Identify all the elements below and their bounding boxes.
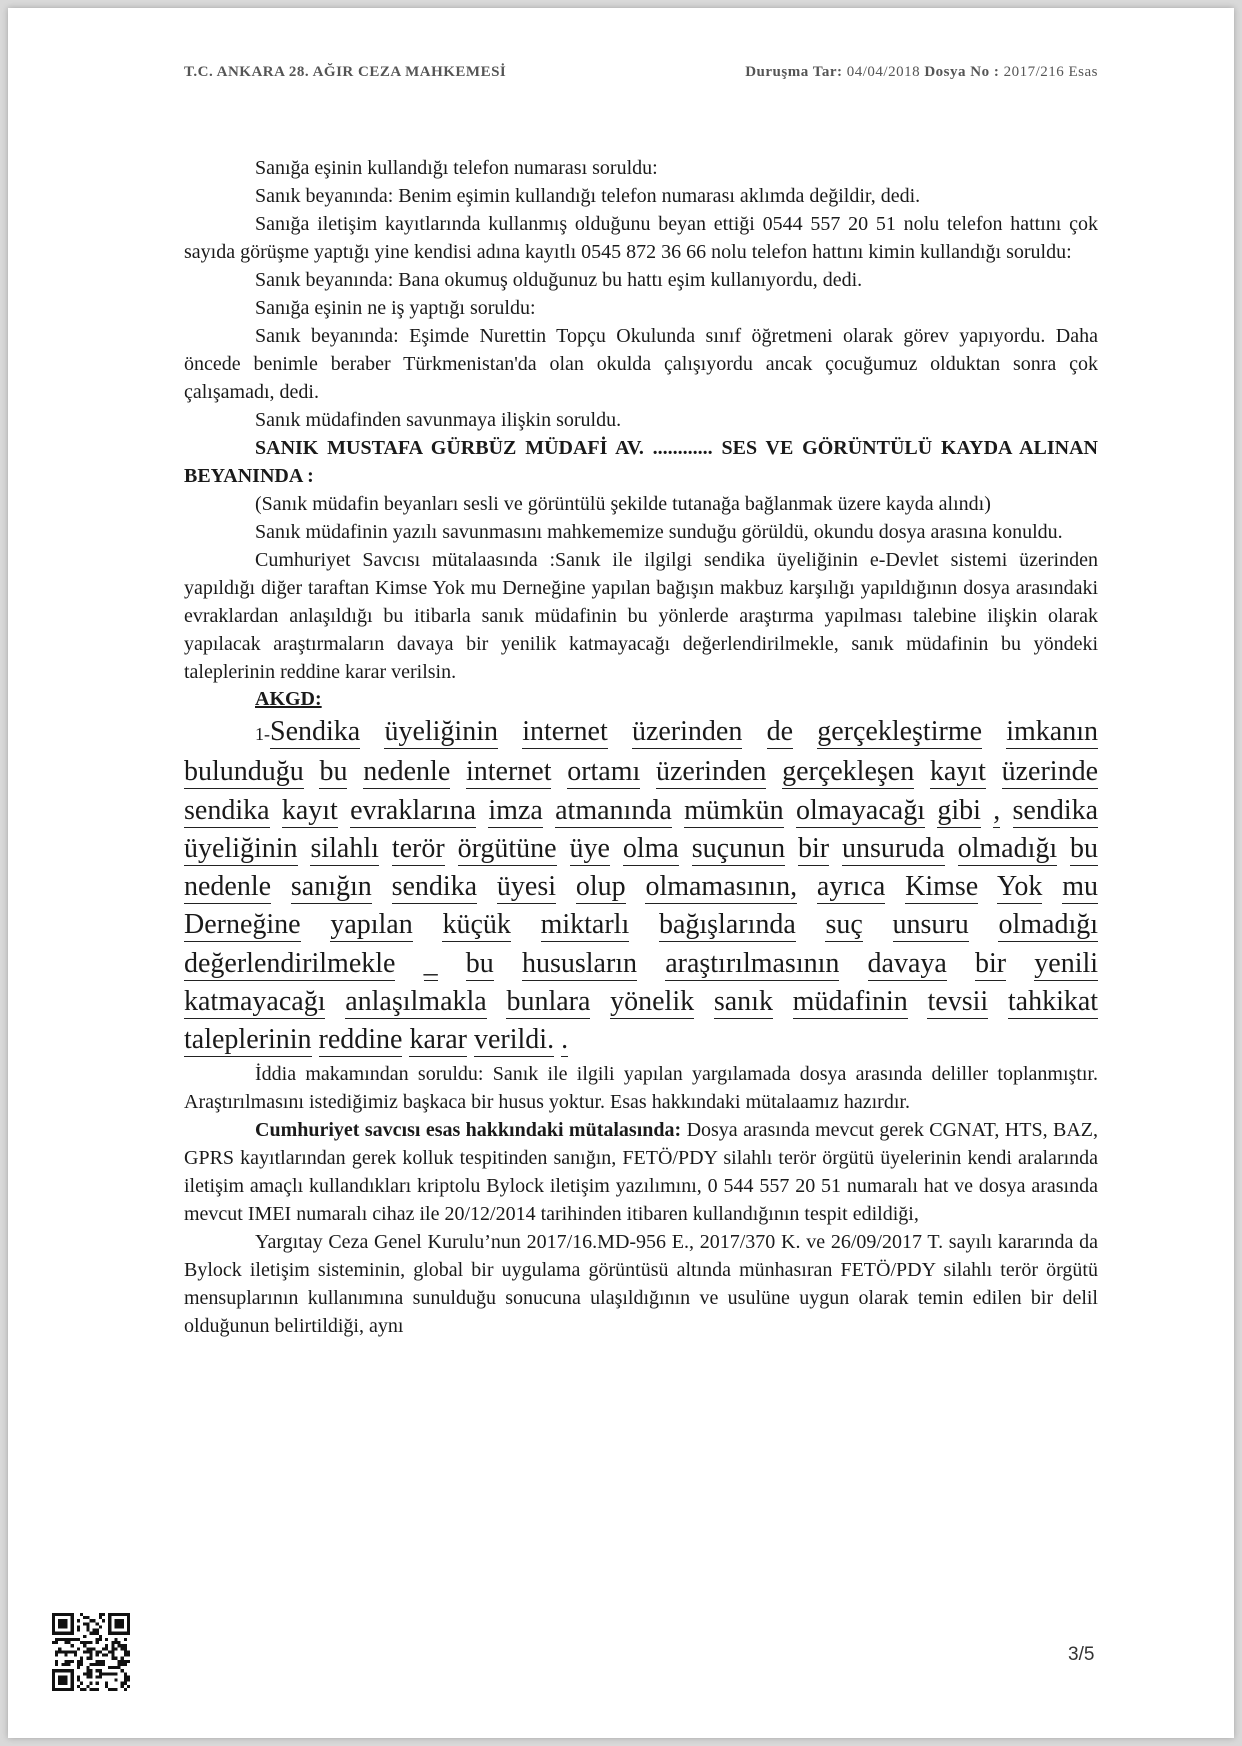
decision-word: Kimse (905, 871, 979, 903)
decision-word: Sendika (270, 716, 361, 747)
decision-word: sendika (184, 794, 270, 826)
page-header (178, 64, 1098, 92)
file-number-label: Dosya No : (924, 64, 1000, 80)
decision-word: mu (1062, 871, 1099, 903)
decision-word: üzerinden (631, 716, 743, 747)
decision-word: değerlendirilmekle (184, 947, 396, 979)
akgd-heading: AKGD: (255, 688, 322, 710)
decision-word: müdafinin (792, 986, 908, 1018)
paragraph: Sanık müdafinden savunmaya ilişkin soruldu. (255, 409, 622, 431)
decision-word: olmadığı (998, 909, 1098, 941)
paragraph: Sanığa eşinin kullandığı telefon numarası soruldu: (255, 157, 658, 179)
decision-word: evraklarına (350, 794, 477, 826)
decision-word: gerçekleştirme (817, 716, 983, 747)
prosecutor-opinion (184, 1116, 1098, 1228)
decision-word: örgütüne (457, 832, 557, 864)
decision-word: verildi. (474, 1024, 555, 1056)
decision-word: bunlara (506, 986, 591, 1018)
decision-number: 1- (255, 724, 270, 744)
akgd-decision (184, 713, 1098, 1060)
decision-word: de (766, 716, 793, 747)
decision-word: Derneğine (184, 909, 301, 941)
decision-word: miktarlı (540, 909, 630, 941)
decision-word: kayıt (281, 794, 338, 826)
decision-word: bir (975, 947, 1007, 979)
decision-word: tahkikat (1007, 986, 1099, 1018)
hearing-date: 04/04/2018 (846, 64, 921, 80)
decision-word: karar (409, 1024, 467, 1056)
decision-word: hususların (521, 947, 638, 979)
paragraph: Sanığa iletişim kayıtlarında kullanmış olduğunu beyan ettiği 0544 557 20 51 nolu telefon hattını çok sayıda görüşme yaptığı yine kendisi adına kayıtlı 0545 872 36 66 nolu telefon hattını kimin kullandığı soruldu: (184, 213, 1098, 263)
decision-word: olmadığı (957, 832, 1058, 864)
decision-word: sendika (391, 871, 478, 903)
decision-word: bağışlarında (658, 909, 796, 941)
decision-word: terör (391, 832, 445, 864)
decision-word: olup (575, 871, 626, 903)
decision-word: unsuru (892, 909, 969, 941)
hearing-info (745, 64, 1098, 81)
decision-word: taleplerinin (184, 1024, 312, 1056)
decision-word: bu (319, 756, 348, 788)
decision-word: üyeliğinin (184, 832, 298, 864)
document-body (184, 154, 1098, 1340)
decision-word: olmayacağı (795, 794, 925, 826)
decision-word: anlaşılmakla (345, 986, 487, 1018)
file-number: 2017/216 Esas (1003, 64, 1098, 80)
decision-word: imkanın (1006, 716, 1099, 747)
decision-word: davaya (867, 947, 947, 979)
decision-word: imza (488, 794, 543, 826)
decision-word: . (561, 1024, 569, 1056)
decision-word: üzerinden (655, 756, 767, 788)
paragraph: Sanık beyanında: Benim eşimin kullandığı telefon numarası aklımda değildir, dedi. (255, 185, 921, 207)
decision-word: olmamasının, (645, 871, 798, 903)
decision-word: mümkün (684, 794, 784, 826)
paragraph: Sanık beyanında: Bana okumuş olduğunuz bu hattı eşim kullanıyordu, dedi. (255, 269, 863, 291)
paragraph: (Sanık müdafin beyanları sesli ve görüntülü şekilde tutanağa bağlanmak üzere kayda alındı) (255, 493, 991, 515)
decision-word: atmanında (555, 794, 672, 826)
decision-word: internet (522, 716, 608, 747)
decision-word: bu (1070, 832, 1099, 864)
decision-word: üyeliğinin (384, 716, 498, 747)
paragraph: Yargıtay Ceza Genel Kurulu’nun 2017/16.MD-956 E., 2017/370 K. ve 26/09/2017 T. sayılı kararında da Bylock iletişim sisteminin, global bir uygulama görüntüsü altında münhasıran FETÖ/PDY silahlı terör örgütü mensuplarının kullanımına sunulduğu sonucuna ulaşıldığının ve usulüne uygun olarak temin edilen bir delil olduğunun belirtildiği, aynı (184, 1230, 1098, 1337)
paragraph: Sanığa eşinin ne iş yaptığı soruldu: (255, 297, 536, 319)
decision-word: _ (423, 947, 438, 979)
decision-word: bir (798, 832, 830, 864)
decision-word: Yok (997, 871, 1043, 903)
decision-word: üye (569, 832, 610, 864)
decision-word: araştırılmasının (665, 947, 840, 979)
decision-word: küçük (442, 909, 511, 941)
decision-text (184, 716, 1098, 1057)
decision-word: yenili (1034, 947, 1099, 979)
decision-word: silahlı (310, 832, 379, 864)
decision-word: gerçekleşen (782, 756, 915, 788)
qr-code (52, 1613, 130, 1691)
decision-word: tevsii (927, 986, 989, 1018)
paragraph: İddia makamından soruldu: Sanık ile ilgili yapılan yargılamada dosya arasında deliller toplanmıştır. Araştırılmasını istediğimiz başkaca bir husus yoktur. Esas hakkındaki mütalaamız hazırdır. (184, 1062, 1098, 1113)
decision-word: reddine (318, 1024, 403, 1056)
decision-word: suç (825, 909, 863, 941)
decision-word: sanığın (290, 871, 372, 903)
court-name: T.C. ANKARA 28. AĞIR CEZA MAHKEMESİ (184, 64, 507, 80)
decision-word: nedenle (184, 871, 272, 903)
decision-word: yapılan (330, 909, 413, 941)
decision-word: , (993, 794, 1001, 826)
defense-heading: SANIK MUSTAFA GÜRBÜZ MÜDAFİ AV. ............ SES VE GÖRÜNTÜLÜ KAYDA ALINAN BEYANINDA : (184, 437, 1098, 487)
decision-word: sendika (1012, 794, 1099, 826)
paragraph: Sanık müdafinin yazılı savunmasını mahkememize sunduğu görüldü, okundu dosya arasına konuldu. (255, 521, 1063, 543)
decision-word: nedenle (363, 756, 451, 788)
decision-word: gibi (937, 794, 981, 826)
decision-word: bulunduğu (184, 756, 304, 788)
document-page (8, 8, 1234, 1738)
decision-word: internet (465, 756, 552, 788)
decision-word: ayrıca (816, 871, 886, 903)
prosecutor-text: Dosya arasında mevcut gerek CGNAT, HTS, BAZ, GPRS kayıtlarından gerek kolluk tespitinden sanığın, FETÖ/PDY silahlı terör örgütü üyelerinin kendi aralarında iletişim amaçlı kullandıkları kriptolu Bylock iletişim yazılımını, 0 544 557 20 51 numaralı hat ve dosya arasında mevcut IMEI numaralı cihaz ile 20/12/2014 tarihinden itibaren kullandığının tespit edildiği, (184, 1118, 1098, 1225)
decision-word: yönelik (610, 986, 695, 1018)
prosecutor-label: Cumhuriyet savcısı esas hakkındaki mütalasında: (255, 1118, 682, 1141)
decision-word: üzerinde (1001, 756, 1099, 788)
decision-word: bu (465, 947, 494, 979)
decision-word: ortamı (567, 756, 641, 788)
decision-word: olma (622, 832, 679, 864)
hearing-date-label: Duruşma Tar: (745, 64, 843, 80)
decision-word: suçunun (691, 832, 786, 864)
decision-word: unsuruda (842, 832, 945, 864)
paragraph: Cumhuriyet Savcısı mütalaasında :Sanık ile ilgilgi sendika üyeliğinin e-Devlet sistemi üzerinden yapıldığı diğer taraftan Kimse Yok mu Derneğine yapılan bağışın makbuz karşılığı yapıldığının dosya arasındaki evraklardan anlaşıldığı bu itibarla sanık müdafinin bu yönlerde araştırma yapılması talebine ilişkin olarak yapılacak araştırmaların davaya bir yenilik katmayacağı değerlendirilmekle, sanık müdafinin bu yöndeki taleplerinin reddine karar verilsin. (184, 549, 1098, 683)
paragraph: Sanık beyanında: Eşimde Nurettin Topçu Okulunda sınıf öğretmeni olarak görev yapıyordu. Daha öncede benimle beraber Türkmenistan'da olan okulda çalışıyordu ancak çocuğumuz olduktan sonra çok çalışamadı, dedi. (184, 325, 1098, 403)
decision-word: katmayacağı (184, 986, 326, 1018)
page-number: 3/5 (1068, 1644, 1095, 1665)
decision-word: üyesi (496, 871, 557, 903)
decision-word: kayıt (929, 756, 986, 788)
decision-word: sanık (713, 986, 773, 1018)
